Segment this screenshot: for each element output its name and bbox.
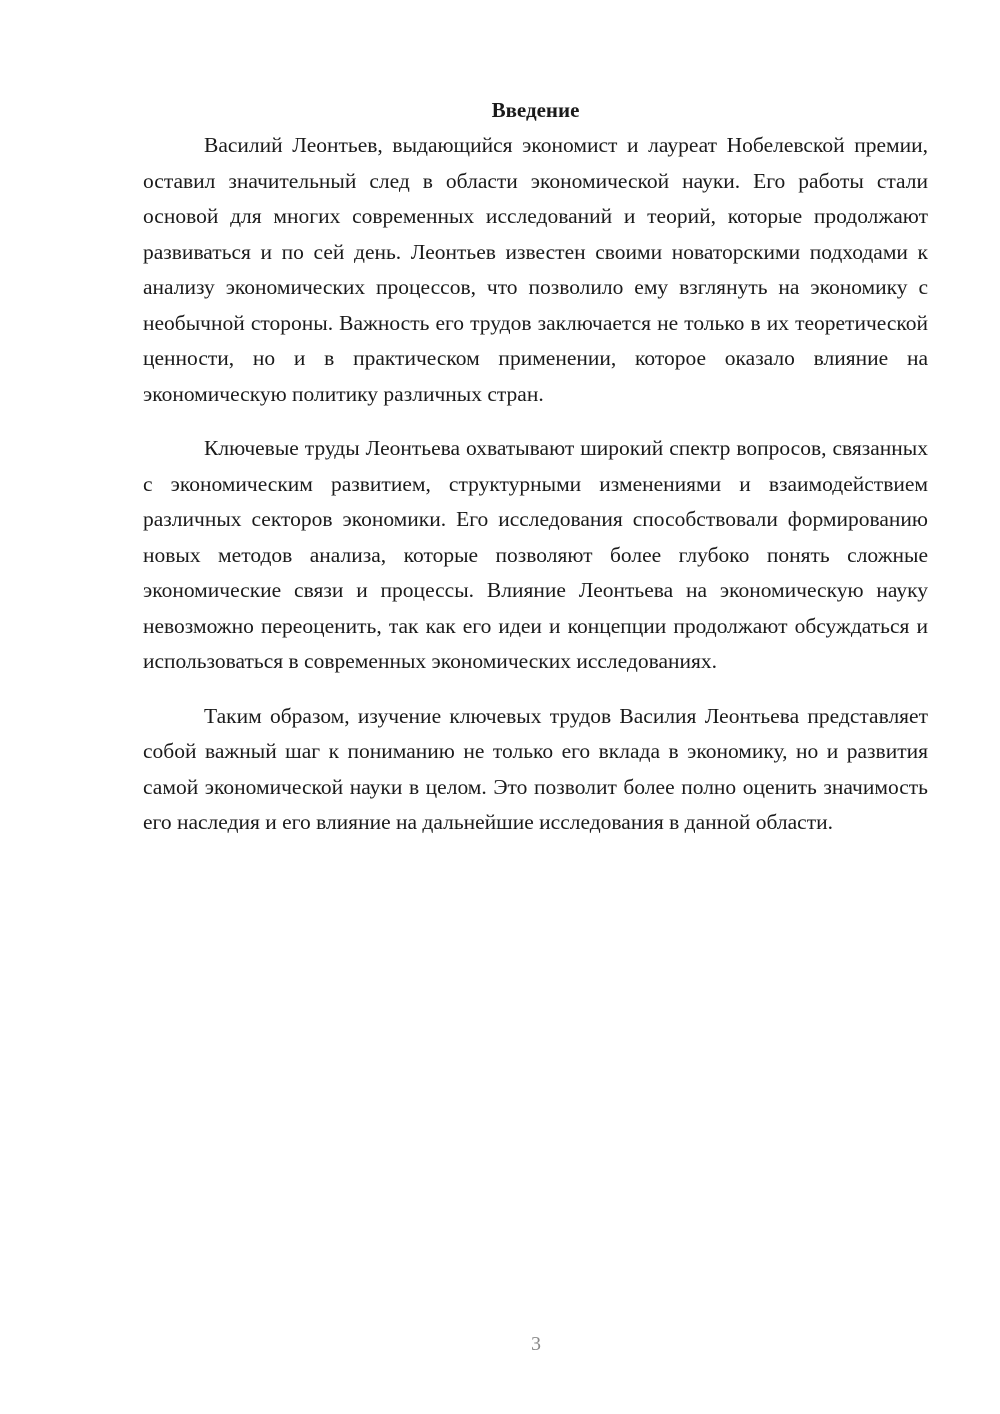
document-body	[143, 92, 928, 860]
section-title: Введение	[491, 98, 580, 122]
page-number: 3	[531, 1333, 541, 1355]
paragraph-3: Таким образом, изучение ключевых трудов Василия Леонтьева представляет собой важный шаг к пониманию не только его вклада в экономику, но и развития самой экономической науки в целом. Это позволит более полно оценить значимость его наследия и его влияние на дальнейшие исследования в данной области.	[143, 703, 928, 834]
paragraph-1: Василий Леонтьев, выдающийся экономист и лауреат Нобелевской премии, оставил значительный след в области экономической науки. Его работы стали основой для многих современных исследований и теорий, которые продолжают развиваться и по сей день. Леонтьев известен своими новаторскими подходами к анализу экономических процессов, что позволило ему взглянуть на экономику с необычной стороны. Важность его трудов заключается не только в их теоретической ценности, но и в практическом применении, которое оказало влияние на экономическую политику различных стран.	[143, 133, 928, 406]
paragraph-2: Ключевые труды Леонтьева охватывают широкий спектр вопросов, связанных с экономическим развитием, структурными изменениями и взаимодействием различных секторов экономики. Его исследования способствовали формированию новых методов анализа, которые позволяют более глубоко понять сложные экономические связи и процессы. Влияние Леонтьева на экономическую науку невозможно переоценить, так как его идеи и концепции продолжают обсуждаться и использоваться в современных экономических исследованиях.	[143, 436, 928, 673]
